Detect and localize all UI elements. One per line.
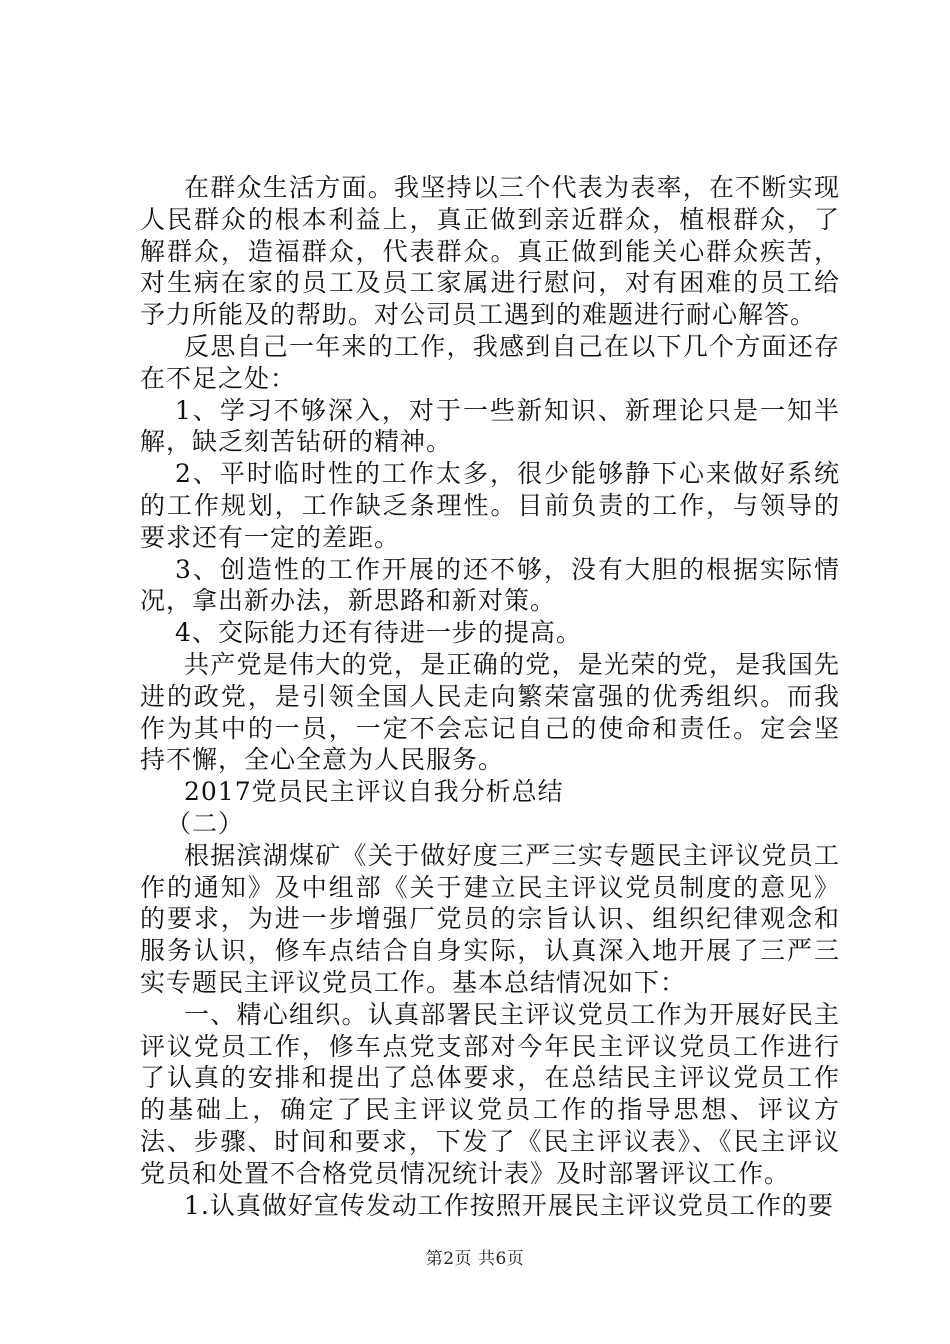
paragraph-shortcoming-4: 4、交际能力还有待进一步的提高。 bbox=[175, 618, 582, 648]
paragraph-shortcoming-2: 2、平时临时性的工作太多，很少能够静下心来做好系统的工作规划，工作缺乏条理性。目前负责的工作，与领导的要求还有一定的差距。 bbox=[140, 459, 840, 552]
paragraph-shortcoming-3: 3、创造性的工作开展的还不够，没有大胆的根据实际情况，拿出新办法，新思路和新对策。 bbox=[140, 554, 840, 616]
page-footer: 第2页 共6页 bbox=[425, 1249, 525, 1269]
section-title: 2017党员民主评议自我分析总结 bbox=[184, 777, 564, 807]
paragraph-background: 根据滨湖煤矿《关于做好度三严三实专题民主评议党员工作的通知》及中组部《关于建立民主评议党员制度的意见》的要求，为进一步增强厂党员的宗旨认识、组织纪律观念和服务认识，修车点结合自身实际，认真深入地开展了三严三实专题民主评议党员工作。基本总结情况如下： bbox=[140, 840, 840, 997]
paragraph-publicity: 1.认真做好宣传发动工作按照开展民主评议党员工作的要 bbox=[184, 1190, 834, 1220]
paragraph-mass-life: 在群众生活方面。我坚持以三个代表为表率，在不断实现人民群众的根本利益上，真正做到亲近群众，植根群众，了解群众，造福群众，代表群众。真正做到能关心群众疾苦，对生病在家的员工及员工家属进行慰问，对有困难的员工给予力所能及的帮助。对公司员工遇到的难题进行耐心解答。 bbox=[140, 173, 840, 330]
paragraph-party-commitment: 共产党是伟大的党，是正确的党，是光荣的党，是我国先进的政党，是引领全国人民走向繁荣富强的优秀组织。而我作为其中的一员，一定不会忘记自己的使命和责任。定会坚持不懈，全心全意为人民服务。 bbox=[140, 649, 840, 775]
paragraph-shortcoming-1: 1、学习不够深入，对于一些新知识、新理论只是一知半解，缺乏刻苦钻研的精神。 bbox=[140, 395, 840, 457]
paragraph-organization: 一、精心组织。认真部署民主评议党员工作为开展好民主评议党员工作，修车点党支部对今年民主评议党员工作进行了认真的安排和提出了总体要求，在总结民主评议党员工作的基础上，确定了民主评议党员工作的指导思想、评议方法、步骤、时间和要求，下发了《民主评议表》、《民主评议党员和处置不合格党员情况统计表》及时部署评议工作。 bbox=[140, 999, 840, 1188]
paragraph-reflection-intro: 反思自己一年来的工作，我感到自己在以下几个方面还存在不足之处： bbox=[140, 331, 840, 393]
section-number: （二） bbox=[166, 808, 245, 838]
document-body bbox=[140, 172, 840, 1221]
